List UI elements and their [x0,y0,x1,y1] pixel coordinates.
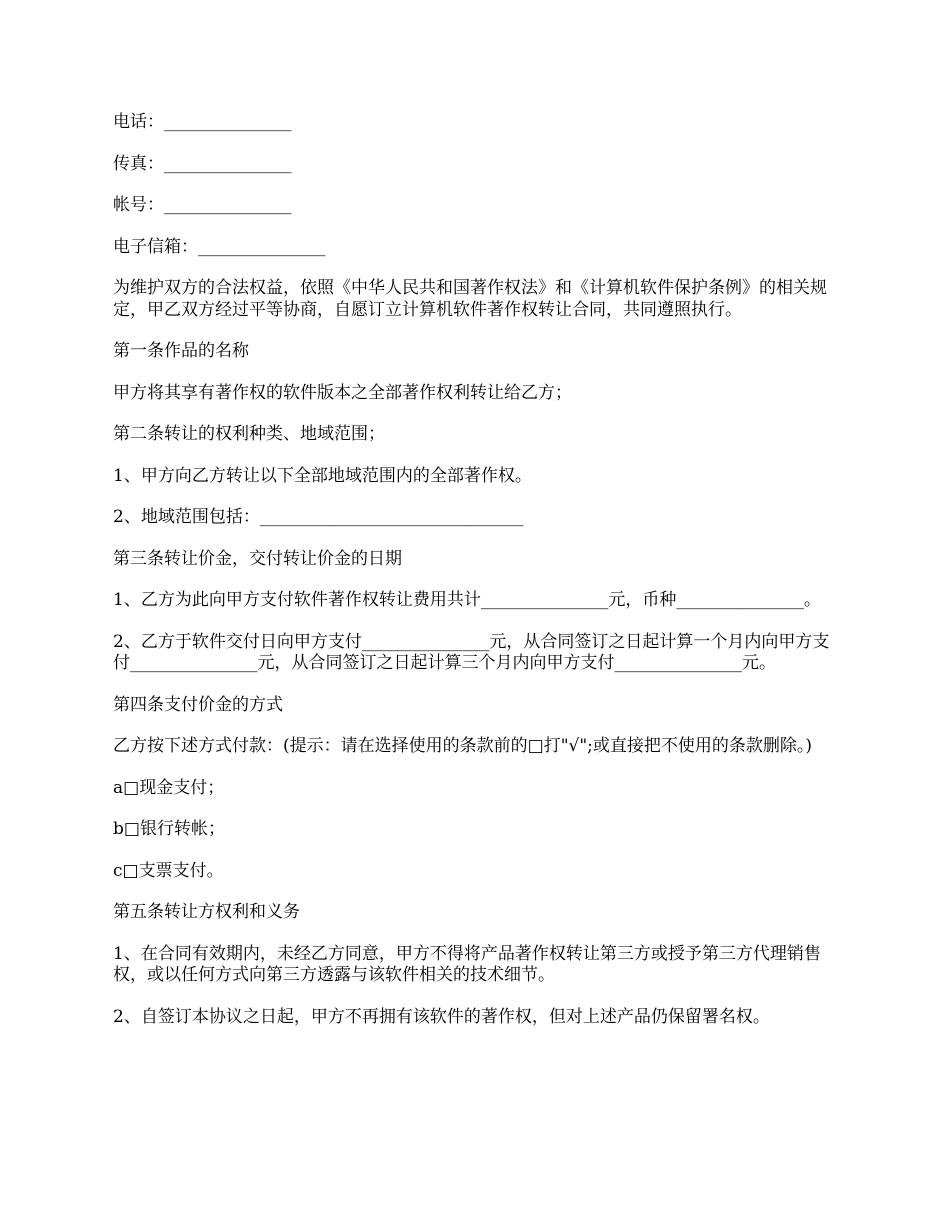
article-1-heading: 第一条作品的名称 [113,341,249,361]
article-4-heading: 第四条支付价金的方式 [113,694,283,715]
email-field: 电子信箱：_______________ [113,236,326,257]
article-2-heading: 第二条转让的权利种类、地域范围； [113,424,385,444]
contract-page [113,112,843,1048]
phone-field: 电话：_______________ [113,112,292,132]
preamble-paragraph: 为维护双方的合法权益，依照《中华人民共和国著作权法》和《计算机软件保护条例》的相关规定，甲乙双方经过平等协商，自愿订立计算机软件著作权转让合同，共同遵照执行。 [113,278,827,320]
account-field: 帐号：_______________ [113,195,292,215]
article-2-item-2: 2、地域范围包括：_______________________________ [113,507,524,527]
payment-option-cheque: c□支票支付。 [113,860,224,881]
payment-option-bank-transfer: b□银行转帐； [113,819,225,839]
payment-option-cash: a□现金支付； [113,777,225,798]
article-5-item-2: 2、自签订本协议之日起，甲方不再拥有该软件的著作权，但对上述产品仍保留署名权。 [113,1006,770,1027]
article-2-item-1: 1、甲方向乙方转让以下全部地域范围内的全部著作权。 [113,465,532,486]
article-3-heading: 第三条转让价金，交付转让价金的日期 [113,548,402,569]
fax-field: 传真：_______________ [113,153,292,174]
article-5-heading: 第五条转让方权利和义务 [113,902,300,922]
article-3-item-1: 1、乙方为此向甲方支付软件著作权转让费用共计_______________元，币种_______________。 [113,590,821,610]
article-5-item-1: 1、在合同有效期内，未经乙方同意，甲方不得将产品著作权转让第三方或授予第三方代理销售权，或以任何方式向第三方透露与该软件相关的技术细节。 [113,943,821,985]
article-4-instruction: 乙方按下述方式付款：(提示：请在选择使用的条款前的□打"√";或直接把不使用的条款删除。) [113,736,813,756]
article-3-item-2: 2、乙方于软件交付日向甲方支付_______________元，从合同签订之日起计算一个月内向甲方支付_______________元，从合同签订之日起计算三个月内向甲方支付_______________元。 [113,631,830,673]
article-1-body: 甲方将其享有著作权的软件版本之全部著作权利转让给乙方； [113,382,572,403]
